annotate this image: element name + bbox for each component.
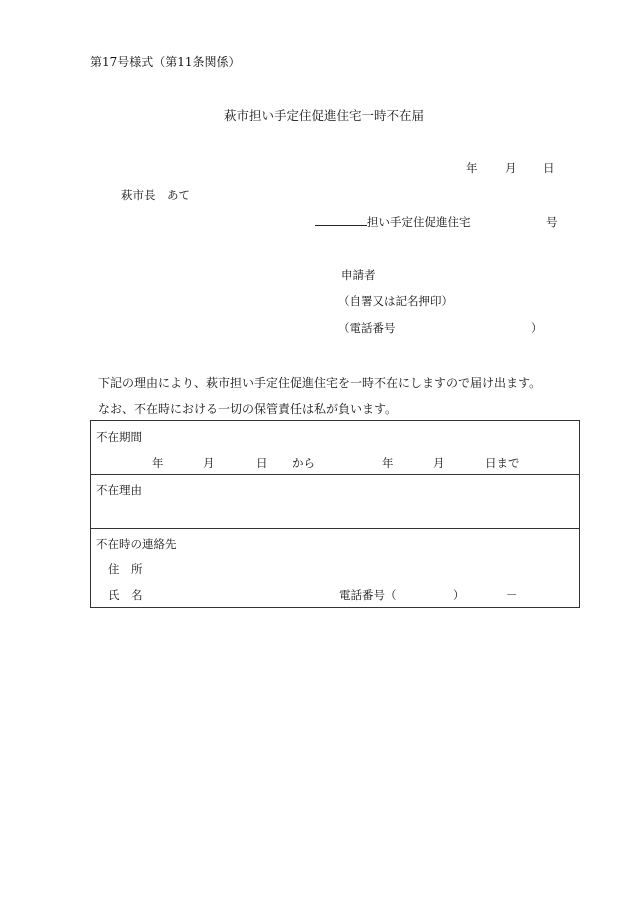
applicant-label: 申請者 xyxy=(341,268,376,282)
date-month: 月 xyxy=(505,161,517,175)
applicant-phone-close: ） xyxy=(531,321,543,335)
date-day: 日 xyxy=(543,161,555,175)
contact-row xyxy=(91,528,579,607)
housing-name: 担い手定住促進住宅 xyxy=(367,215,471,229)
period-to-year: 年 xyxy=(382,456,394,470)
absence-details-table xyxy=(90,420,580,608)
body-text-line-2: なお、不在時における一切の保管責任は私が負います。 xyxy=(98,402,398,416)
period-from-month: 月 xyxy=(203,456,215,470)
name-label: 氏 名 xyxy=(108,588,143,602)
period-from-day: 日 xyxy=(256,456,268,470)
period-from-word: から xyxy=(292,456,315,470)
date-year: 年 xyxy=(466,161,478,175)
period-label: 不在期間 xyxy=(96,430,142,444)
signature-note: （自署又は記名押印） xyxy=(338,294,453,308)
contact-phone-dash: － xyxy=(506,588,518,602)
form-number-label: 第17号様式（第11条関係） xyxy=(90,55,241,69)
contact-label: 不在時の連絡先 xyxy=(96,537,177,551)
period-from-year: 年 xyxy=(152,456,164,470)
housing-number-suffix: 号 xyxy=(546,215,558,229)
contact-phone-label: 電話番号（ xyxy=(339,588,397,602)
reason-label: 不在理由 xyxy=(96,483,142,497)
housing-line xyxy=(315,214,471,230)
document-title: 萩市担い手定住促進住宅一時不在届 xyxy=(224,108,425,123)
period-to-day-until: 日まで xyxy=(485,456,520,470)
applicant-phone-open: （電話番号 xyxy=(338,321,396,335)
addressee: 萩市長 あて xyxy=(121,188,190,202)
period-to-month: 月 xyxy=(433,456,445,470)
contact-phone-close: ） xyxy=(453,588,465,602)
reason-row xyxy=(91,474,579,529)
period-row xyxy=(91,421,579,475)
body-text-line-1: 下記の理由により、萩市担い手定住促進住宅を一時不在にしますので届け出ます。 xyxy=(98,376,542,390)
address-label: 住 所 xyxy=(108,562,143,576)
housing-blank xyxy=(315,214,367,226)
